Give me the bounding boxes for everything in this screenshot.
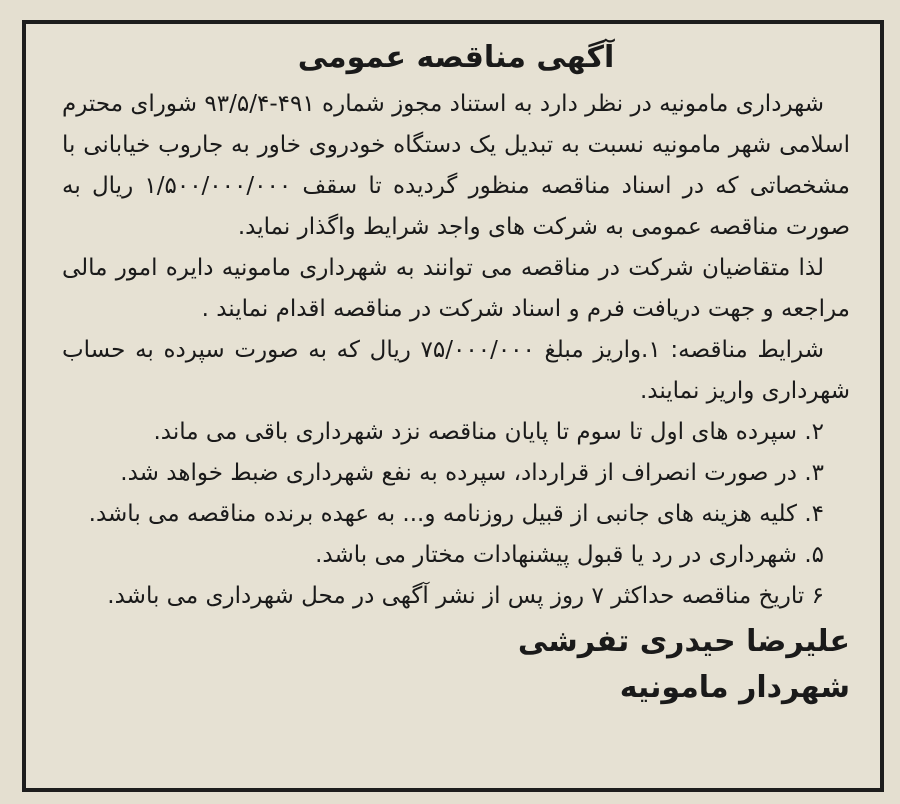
notice-paragraph-2: لذا متقاضیان شرکت در مناقصه می توانند به شهرداری مامونیه دایره امور مالی مراجعه و جهت دریافت فرم و اسناد شرکت در مناقصه اقدام نمایند . <box>62 255 850 322</box>
signature-title: شهردار مامونیه <box>619 670 850 705</box>
signature-name: علیرضا حیدری تفرشی <box>517 624 850 659</box>
notice-paragraph-1: شهرداری مامونیه در نظر دارد به استناد مجوز شماره ۴۹۱-۹۳/۵/۴ شورای محترم اسلامی شهر مامونیه نسبت به تبدیل یک دستگاه خودروی خاور به جاروب خیابانی با مشخصاتی که در اسناد مناقصه منظور گردیده تا سقف ۱/۵۰۰/۰۰۰/۰۰۰ ریال به صورت مناقصه عمومی به شرکت های واجد شرایط واگذار نماید. <box>62 91 850 240</box>
condition-item-5: ۵. شهرداری در رد یا قبول پیشنهادات مختار می باشد. <box>315 542 824 568</box>
condition-item-4: ۴. کلیه هزینه های جانبی از قبیل روزنامه و... به عهده برنده مناقصه می باشد. <box>88 501 824 527</box>
notice-frame <box>22 20 884 792</box>
condition-item-6: ۶ تاریخ مناقصه حداکثر ۷ روز پس از نشر آگهی در محل شهرداری می باشد. <box>107 583 824 609</box>
condition-item-2: ۲. سپرده های اول تا سوم تا پایان مناقصه نزد شهرداری باقی می ماند. <box>153 419 824 445</box>
conditions-intro: شرایط مناقصه: ۱.واریز مبلغ ۷۵/۰۰۰/۰۰۰ ریال که به صورت سپرده به حساب شهرداری واریز نمایند. <box>62 337 850 404</box>
notice-body <box>26 24 880 719</box>
condition-item-3: ۳. در صورت انصراف از قرارداد، سپرده به نفع شهرداری ضبط خواهد شد. <box>120 460 824 486</box>
notice-title: آگهی مناقصه عمومی <box>297 40 615 75</box>
